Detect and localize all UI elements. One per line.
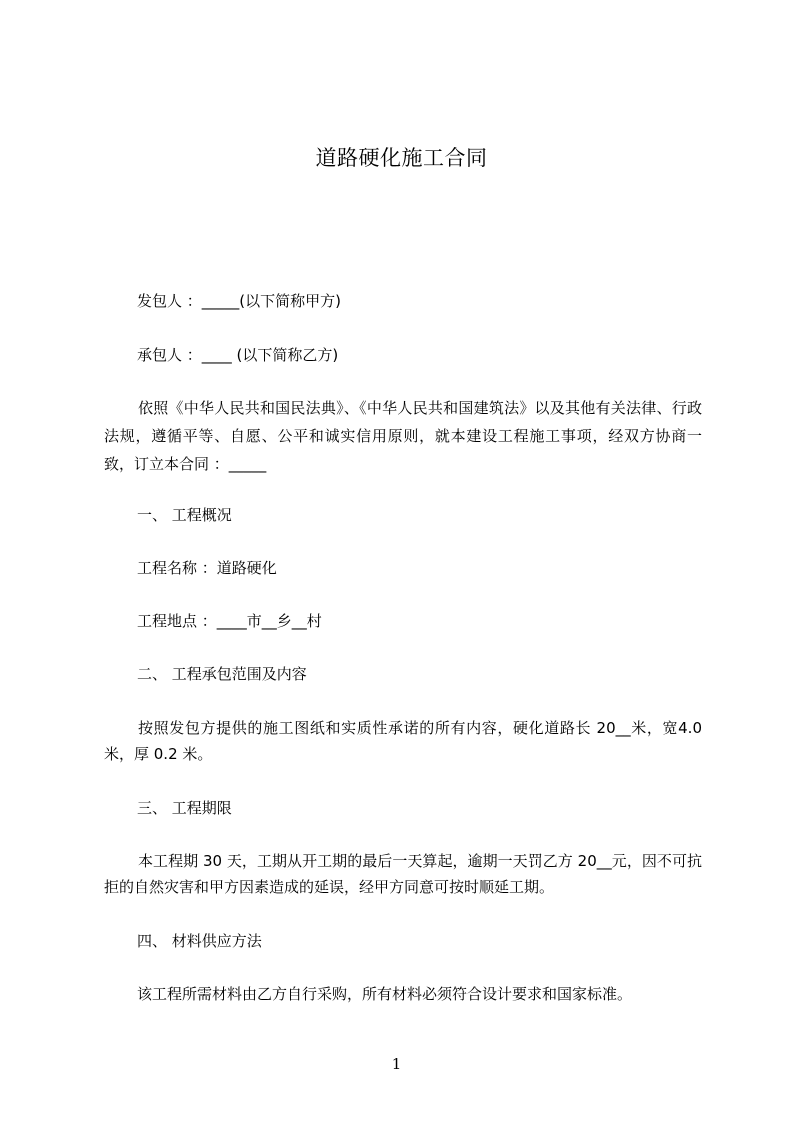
scope-paragraph: 按照发包方提供的施工图纸和实质性承诺的所有内容，硬化道路长 20__米，宽4.0 米，厚 0.2 米。 <box>104 719 702 763</box>
document-title: 道路硬化施工合同 <box>315 146 488 170</box>
preamble-paragraph: 依照《中华人民共和国民法典》、《中华人民共和国建筑法》以及其他有关法律、行政法规，遵循平等、自愿、公平和诚实信用原则，就本建设工程施工事项，经双方协商一致，订立本合同 ：_____ <box>104 399 702 473</box>
section-heading: 一、 工程概况 <box>137 506 232 524</box>
project-location-line: 工程地点 ：____市__乡__村 <box>137 612 322 630</box>
party-a-line: 发包人 ：_____(以下简称甲方) <box>137 292 341 310</box>
section-heading: 四、 材料供应方法 <box>137 932 262 950</box>
duration-paragraph: 本工程期 30 天，工期从开工期的最后一天算起，逾期一天罚乙方 20__元，因不可抗拒的自然灾害和甲方因素造成的延误，经甲方同意可按时顺延工期。 <box>104 852 702 896</box>
project-name-line: 工程名称 ：道路硬化 <box>137 559 277 577</box>
page-number: 1 <box>391 1055 402 1073</box>
section-heading: 三、 工程期限 <box>137 799 232 817</box>
section-heading: 二、 工程承包范围及内容 <box>137 665 307 683</box>
party-b-line: 承包人 ：____ (以下简称乙方) <box>137 346 339 364</box>
materials-paragraph: 该工程所需材料由乙方自行采购，所有材料必须符合设计要求和国家标准。 <box>137 985 633 1003</box>
